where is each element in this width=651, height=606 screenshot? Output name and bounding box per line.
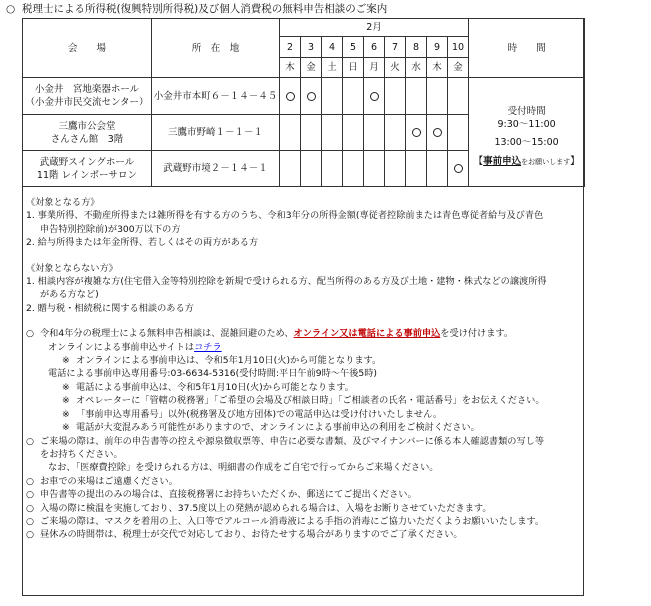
day-cell	[406, 115, 427, 151]
address-cell: 武蔵野市境２－１４－１	[152, 151, 280, 187]
venue-name: 武蔵野スイングホール	[39, 156, 135, 168]
schedule-table	[22, 18, 585, 187]
note-text: お車での来場はご遠慮ください。	[40, 475, 178, 487]
note-text: ご来場の際は、前年の申告書等の控えや源泉徴収票等、申告に必要な書類、及びマイナンバーに係る本人確認書類の写し等	[40, 435, 545, 447]
date-cell: 5	[343, 37, 364, 58]
note-car	[26, 475, 582, 488]
day-cell	[322, 78, 343, 115]
day-cell	[448, 151, 469, 187]
header-address: 所 在 地	[152, 19, 280, 78]
day-cell	[427, 78, 448, 115]
bullet: ○	[26, 435, 35, 447]
note-text: オンラインによる事前申込は、令和5年1月10日(火)から可能となります。	[76, 355, 382, 367]
kome-mark: ※	[62, 422, 70, 434]
date-cell: 7	[385, 37, 406, 58]
note-text: を受け付けます。	[440, 328, 514, 340]
note-text: ご来場の際は、マスクを着用の上、入口等でアルコール消毒液による手指の消毒にご協力いただくようお願いいたします。	[40, 515, 545, 527]
note-submit	[26, 488, 582, 501]
nontarget-item-2: 2. 贈与税・相続税に関する相談のある方	[26, 302, 194, 314]
note-phone-date	[26, 381, 582, 394]
venue-name: 三鷹市公会堂	[58, 120, 116, 132]
venue-cell	[23, 115, 152, 151]
target-item-2: 2. 給与所得または年金所得、若しくはその両方がある方	[26, 237, 259, 249]
day-cell	[343, 78, 364, 115]
bracket-close: 】	[570, 156, 580, 167]
note-online	[26, 354, 582, 367]
venue-cell	[23, 151, 152, 187]
note-text: 「事前申込専用番号」以外(税務署及び地方団体)での電話申込は受け付けいたしません。	[76, 408, 443, 420]
page-title	[6, 2, 387, 16]
note-documents	[26, 435, 582, 448]
day-cell	[385, 115, 406, 151]
day-cell	[301, 151, 322, 187]
day-cell	[364, 78, 385, 115]
address-cell: 小金井市本町６－１４－４５	[152, 78, 280, 115]
date-cell: 3	[301, 37, 322, 58]
note-text: 申告書等の提出のみの場合は、直接税務署にお持ちいただくか、郵送にてご提出ください。	[40, 489, 417, 501]
venue-subname: 11階 レインボーサロン	[36, 169, 138, 181]
note-mask	[26, 515, 582, 528]
time-am: 9:30～11:00	[497, 119, 556, 130]
date-cell: 8	[406, 37, 427, 58]
day-cell	[448, 78, 469, 115]
reserve-note	[474, 155, 580, 169]
day-cell	[343, 115, 364, 151]
available-circle-icon	[454, 164, 463, 173]
weekday-cell: 月	[364, 58, 385, 78]
kome-mark: ※	[62, 355, 70, 367]
nontarget-heading: 《対象とならない方》	[26, 262, 118, 274]
weekday-cell: 木	[427, 58, 448, 78]
time-cell	[469, 78, 585, 187]
note-crowd	[26, 421, 582, 434]
reserve-bold: 事前申込	[483, 156, 522, 167]
day-cell	[343, 151, 364, 187]
venue-subname: （小金井市民交流センター）	[25, 97, 149, 108]
note-text: オペレーターに「管轄の税務署」「ご希望の会場及び相談日時」「ご相談者の氏名・電話番号」をお伝えください。	[76, 395, 545, 407]
date-cell: 10	[448, 37, 469, 58]
bullet: ○	[26, 529, 35, 541]
day-cell	[385, 151, 406, 187]
bullet: ○	[26, 475, 35, 487]
day-cell	[448, 115, 469, 151]
note-lunch	[26, 528, 582, 541]
day-cell	[322, 151, 343, 187]
available-circle-icon	[370, 92, 379, 101]
reservation-emphasis: オンライン又は電話による事前申込	[293, 328, 441, 340]
target-item-1: 1. 事業所得、不動産所得または雑所得を有する方のうち、令和3年分の所得金額(専従者控除前または青色専従者給与及び青色	[26, 210, 544, 222]
note-text: オンラインによる事前申込サイトは	[48, 341, 195, 353]
target-item-1-cont: 申告特別控除前)が300万以下の方	[40, 223, 181, 235]
day-cell	[280, 151, 301, 187]
note-text: 令和4年分の税理士による無料申告相談は、混雑回避のため、	[40, 328, 294, 340]
target-heading: 《対象となる方》	[26, 197, 100, 208]
weekday-cell: 金	[301, 58, 322, 78]
note-operator	[26, 394, 582, 407]
weekday-cell: 水	[406, 58, 427, 78]
nontarget-item-1-cont: がある方など)	[40, 289, 99, 301]
day-cell	[301, 115, 322, 151]
day-cell	[364, 115, 385, 151]
bracket-open: 【	[473, 156, 484, 167]
notice-body	[26, 196, 582, 542]
reserve-small: をお願いします	[521, 158, 571, 166]
note-text: 昼休みの時間帯は、税理士が交代で対応しており、お待たせする場合がありますのでご了承ください。	[40, 529, 463, 541]
title-text: 税理士による所得税(復興特別所得税)及び個人消費税の無料申告相談のご案内	[22, 3, 388, 15]
kome-mark: ※	[62, 381, 70, 393]
note-text: 入場の際に検温を実施しており、37.5度以上の発熱が認められる場合は、入場をお断りさせていただきます。	[40, 502, 492, 514]
day-cell	[406, 78, 427, 115]
header-venue: 会 場	[23, 19, 152, 78]
venue-subname: さんさん館 3階	[50, 133, 124, 145]
venue-cell	[23, 78, 152, 115]
note-site	[26, 341, 582, 354]
note-text: 電話が大変混みあう可能性がありますので、オンラインによる事前申込の利用をご検討ください。	[76, 422, 480, 434]
address-cell: 三鷹市野崎１－１－１	[152, 115, 280, 151]
header-time: 時 間	[469, 19, 585, 78]
day-cell	[427, 151, 448, 187]
day-cell	[280, 78, 301, 115]
title-bullet: ○	[6, 3, 16, 15]
day-cell	[427, 115, 448, 151]
day-cell	[385, 78, 406, 115]
weekday-cell: 土	[322, 58, 343, 78]
day-cell	[322, 115, 343, 151]
day-cell	[301, 78, 322, 115]
kome-mark: ※	[62, 395, 70, 407]
weekday-cell: 木	[280, 58, 301, 78]
time-pm: 13:00～15:00	[494, 137, 559, 148]
note-temperature	[26, 502, 582, 515]
nontarget-item-1: 1. 相談内容が複雑な方(住宅借入金等特別控除を新規で受けられる方、配当所得のある方及び土地・建物・株式などの譲渡所得	[26, 276, 547, 288]
note-documents-cont: をお持ちください。	[40, 448, 123, 460]
weekday-cell: 日	[343, 58, 364, 78]
date-cell: 4	[322, 37, 343, 58]
available-circle-icon	[433, 128, 442, 137]
header-month: 2月	[280, 19, 469, 37]
note-number	[26, 408, 582, 421]
available-circle-icon	[307, 92, 316, 101]
bullet: ○	[26, 515, 35, 527]
time-label: 受付時間	[507, 106, 546, 117]
note-text: 電話による事前申込は、令和5年1月10日(火)から可能となります。	[76, 381, 354, 393]
day-cell	[280, 115, 301, 151]
venue-name: 小金井 宮地楽器ホール	[34, 84, 140, 95]
date-cell: 9	[427, 37, 448, 58]
note-medical: なお、「医療費控除」を受けられる方は、明細書の作成をご自宅で行ってからご来場ください。	[48, 462, 439, 474]
available-circle-icon	[412, 128, 421, 137]
day-cell	[406, 151, 427, 187]
available-circle-icon	[286, 92, 295, 101]
reservation-site-link[interactable]: コチラ	[194, 341, 222, 353]
weekday-cell: 金	[448, 58, 469, 78]
bullet: ○	[26, 489, 35, 501]
note-phone: 電話による事前申込専用番号:03-6634-5316(受付時間:平日午前9時～午後5時)	[48, 368, 378, 380]
table-row	[23, 78, 585, 115]
bullet: ○	[26, 502, 35, 514]
note-reservation	[26, 327, 582, 340]
bullet: ○	[26, 328, 35, 340]
weekday-cell: 火	[385, 58, 406, 78]
day-cell	[364, 151, 385, 187]
date-cell: 6	[364, 37, 385, 58]
date-cell: 2	[280, 37, 301, 58]
kome-mark: ※	[62, 408, 70, 420]
